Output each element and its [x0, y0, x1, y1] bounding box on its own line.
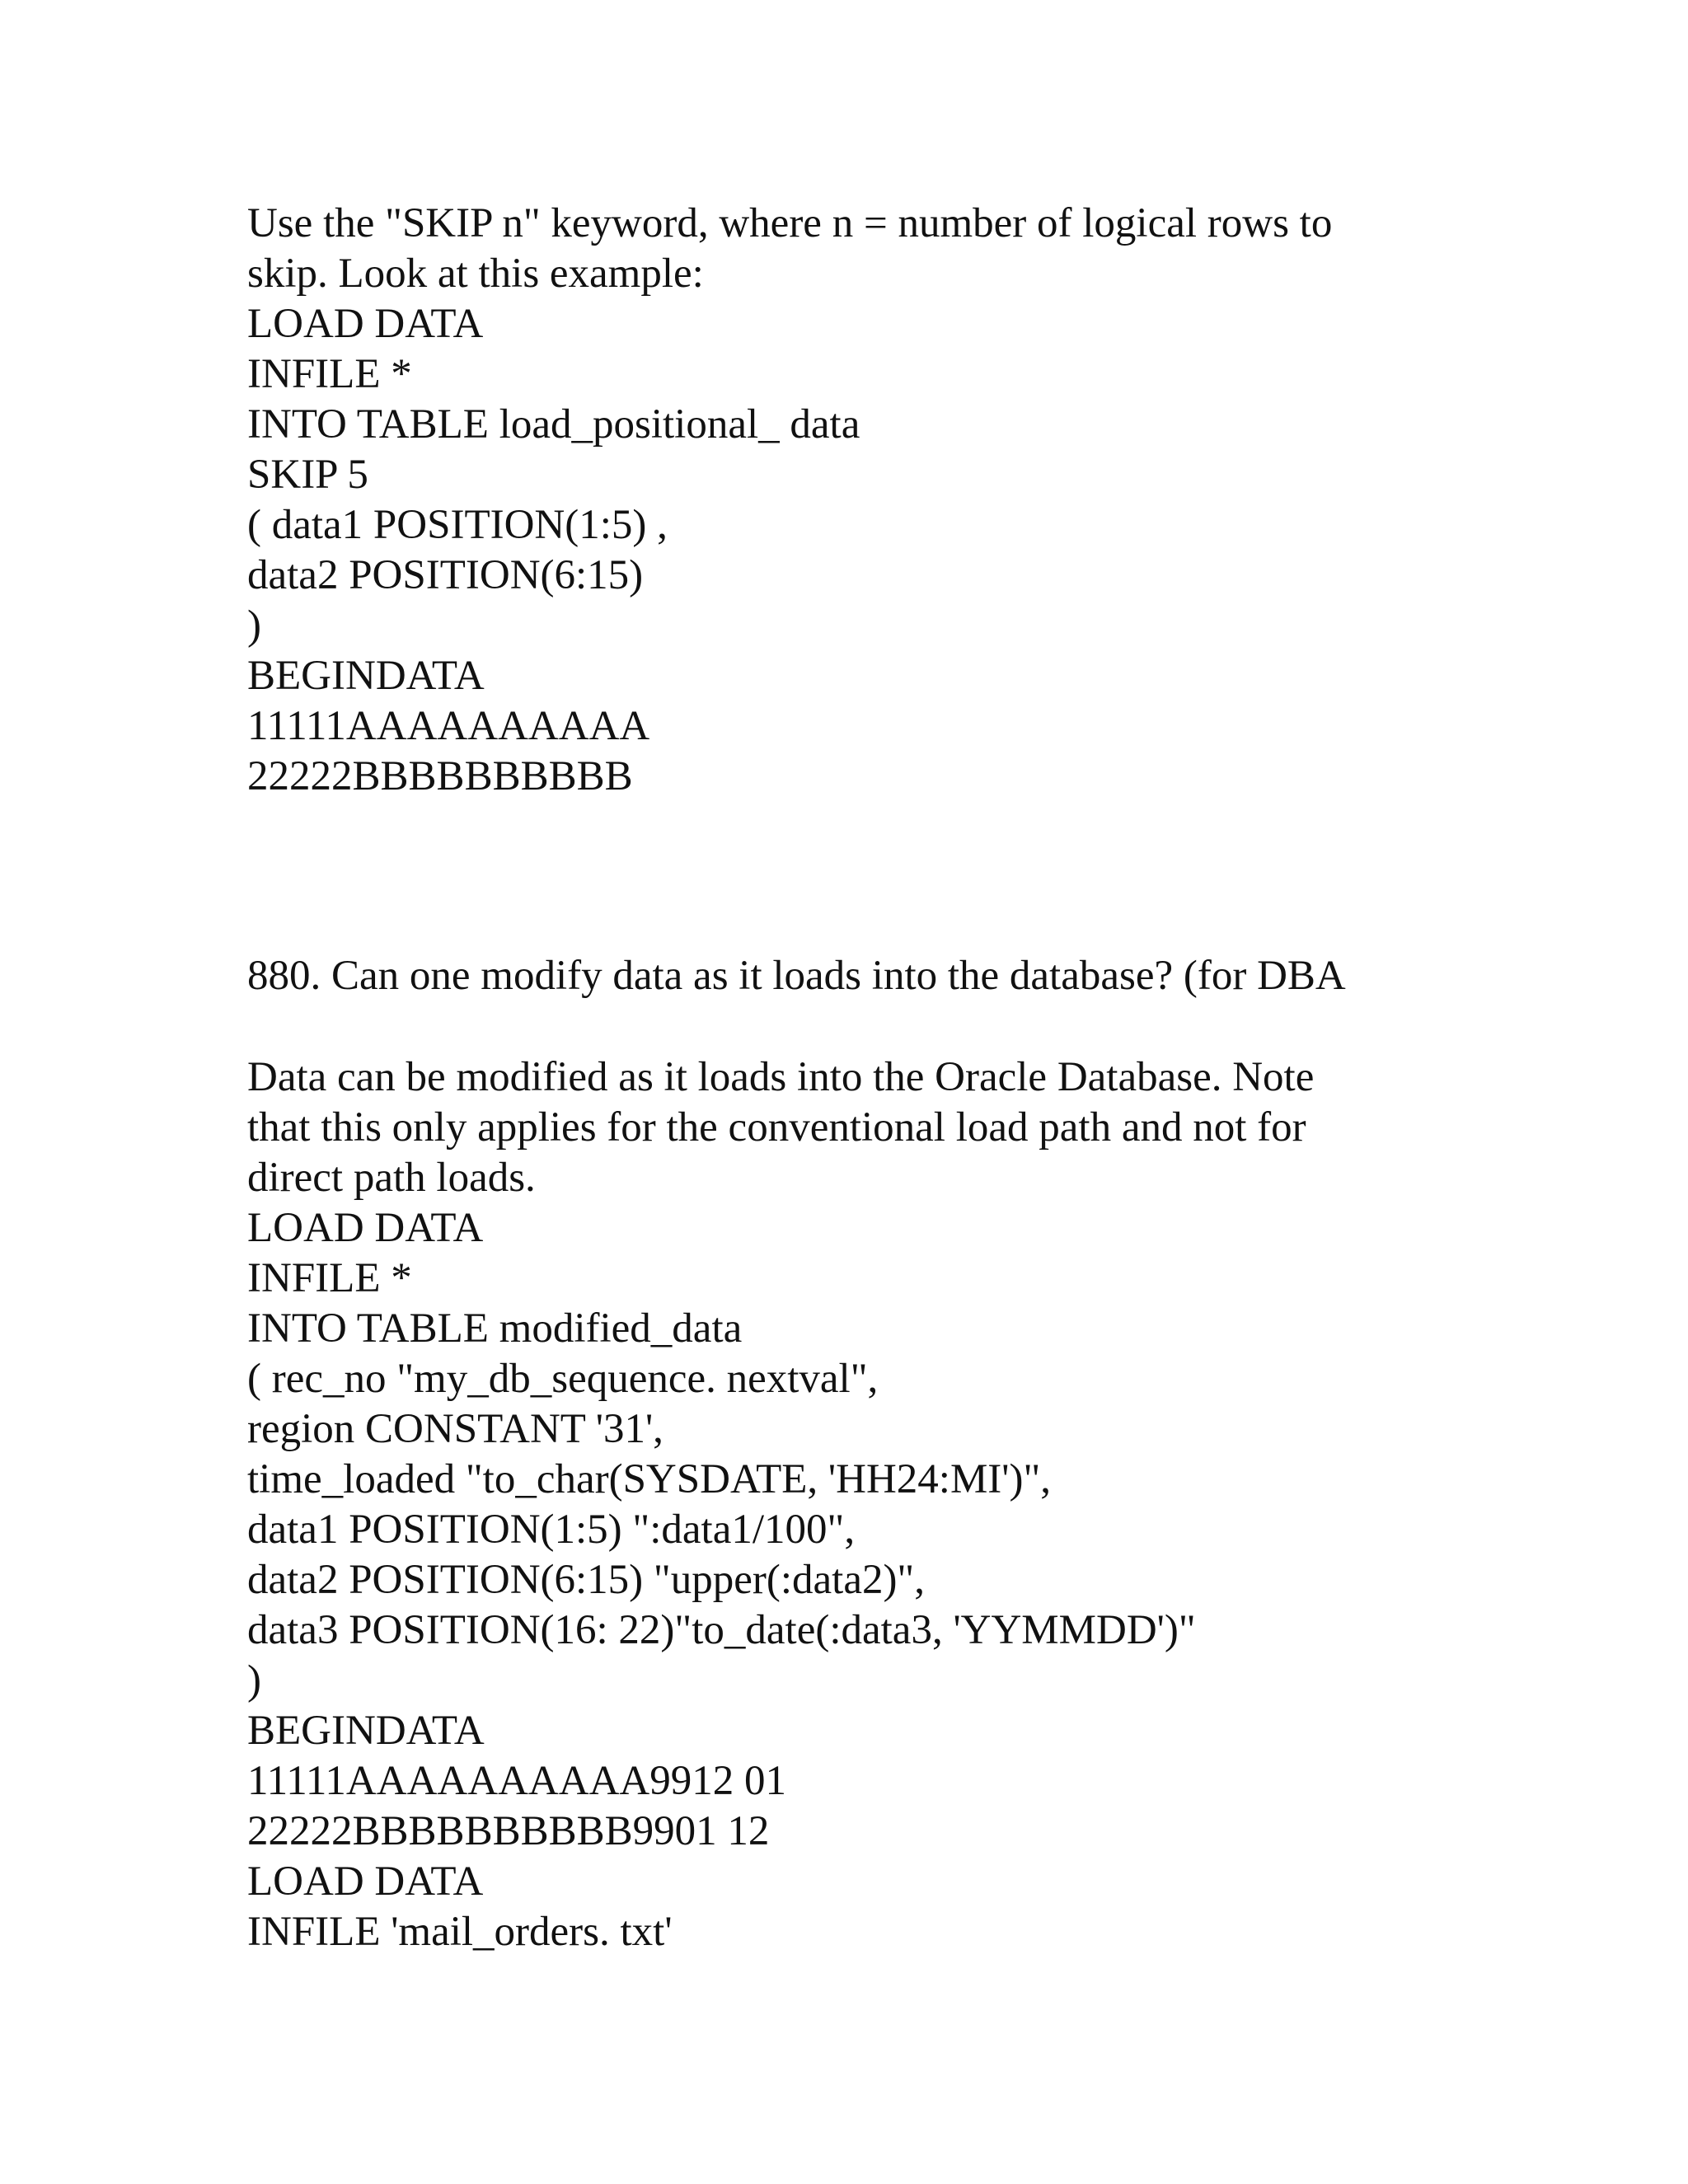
code-line: 22222BBBBBBBBBB [247, 753, 633, 799]
body-text-line: Data can be modified as it loads into the Oracle Database. Note [247, 1054, 1315, 1100]
body-text-line: that this only applies for the conventional load path and not for [247, 1104, 1306, 1151]
code-line: data2 POSITION(6:15) [247, 552, 644, 598]
code-line: ( data1 POSITION(1:5) , [247, 502, 668, 548]
body-text-line: skip. Look at this example: [247, 251, 704, 297]
code-line: INTO TABLE modified_data [247, 1305, 743, 1352]
modify-section [247, 1052, 1533, 1957]
body-text-line: direct path loads. [247, 1155, 536, 1201]
code-line: INFILE * [247, 351, 412, 397]
code-line: INFILE * [247, 1255, 412, 1301]
code-line: ) [247, 602, 261, 649]
code-line: data3 POSITION(16: 22)"to_date(:data3, 'YYMMDD')" [247, 1607, 1196, 1653]
code-line: LOAD DATA [247, 1205, 484, 1251]
code-line: 11111AAAAAAAAAA9912 01 [247, 1758, 786, 1804]
code-line: ) [247, 1657, 261, 1704]
code-line: INFILE 'mail_orders. txt' [247, 1909, 673, 1955]
code-line: data2 POSITION(6:15) "upper(:data2)", [247, 1557, 926, 1603]
code-line: ( rec_no "my_db_sequence. nextval", [247, 1356, 879, 1402]
code-line: BEGINDATA [247, 653, 485, 699]
code-line: 22222BBBBBBBBBB9901 12 [247, 1808, 770, 1854]
code-line: 11111AAAAAAAAAA [247, 703, 650, 749]
skip-section [247, 199, 1533, 802]
code-line: LOAD DATA [247, 1858, 484, 1905]
code-line: time_loaded "to_char(SYSDATE, 'HH24:MI')", [247, 1456, 1052, 1502]
code-line: data1 POSITION(1:5) ":data1/100", [247, 1507, 856, 1553]
code-line: LOAD DATA [247, 301, 484, 347]
body-text-line: Use the "SKIP n" keyword, where n = number of logical rows to [247, 200, 1333, 246]
code-line: SKIP 5 [247, 452, 368, 498]
code-line: region CONSTANT '31', [247, 1406, 663, 1452]
code-line: BEGINDATA [247, 1708, 485, 1754]
question-heading: 880. Can one modify data as it loads into the database? (for DBA [247, 953, 1346, 999]
code-line: INTO TABLE load_positional_ data [247, 401, 860, 448]
question-section [247, 951, 1533, 1001]
